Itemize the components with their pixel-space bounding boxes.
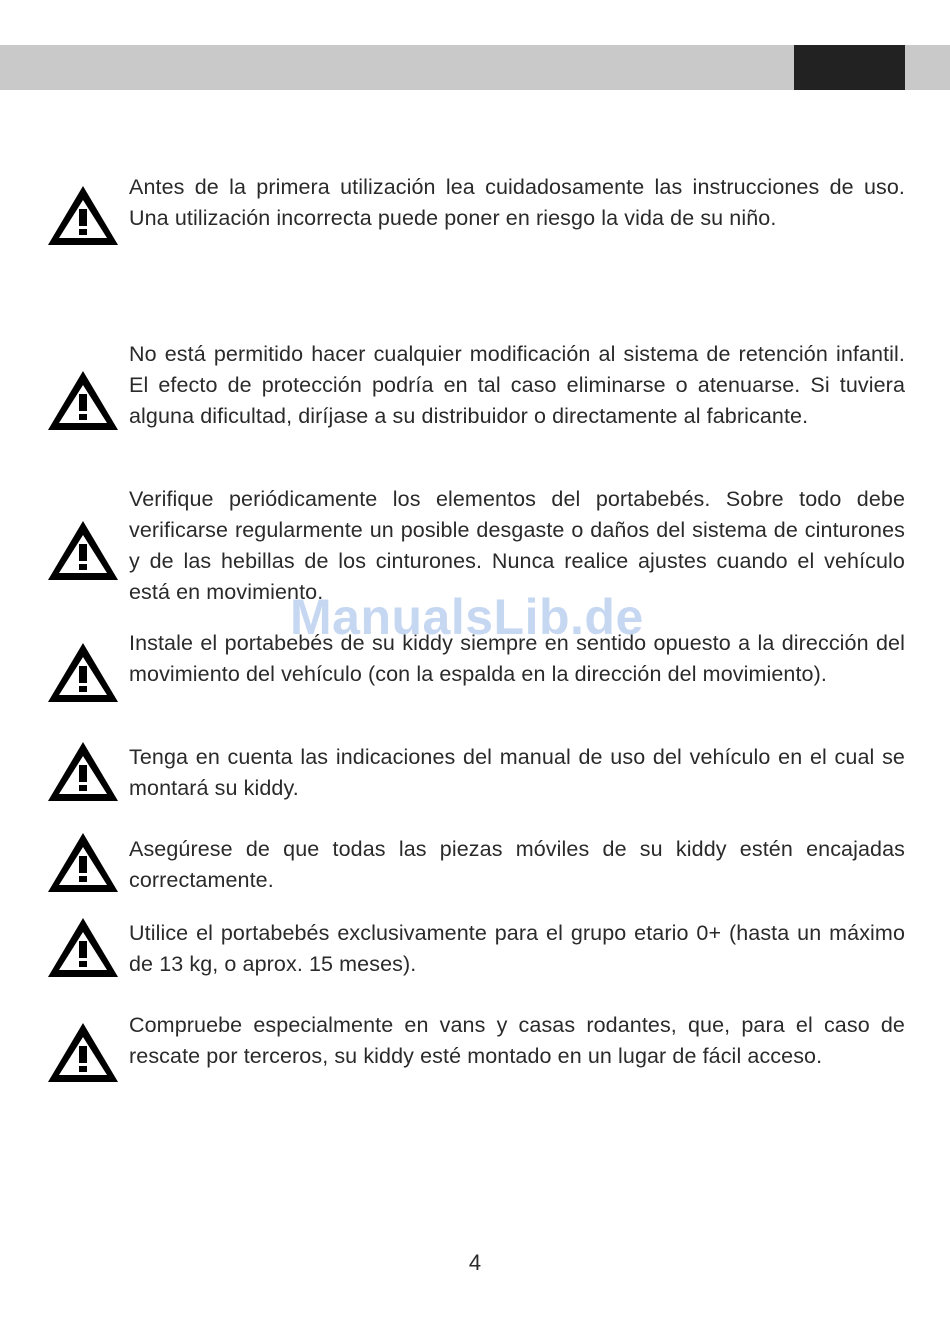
warning-text: Compruebe especialmente en vans y casas rodantes, que, para el caso de rescate por terceros, su kiddy esté montado en un lugar de fácil acceso.: [129, 1013, 905, 1068]
page-number: 4: [468, 1250, 482, 1275]
warning-text: No está permitido hacer cualquier modificación al sistema de retención infantil. El efecto de protección podría en tal caso eliminarse o atenuarse. Si tuviera alguna dificultad, diríjase a su distribuidor o directamente al fabricante.: [129, 342, 905, 428]
watermark: ManualsLib.de: [290, 589, 644, 645]
warning-text: Antes de la primera utilización lea cuidadosamente las instrucciones de uso. Una utilización incorrecta puede poner en riesgo la vida de su niño.: [129, 175, 905, 230]
warning-text: Verifique periódicamente los elementos del portabebés. Sobre todo debe verificarse regularmente un posible desgaste o daños del sistema de cinturones y de las hebillas de los cinturones. Nunca realice ajustes cuando el vehículo está en movimiento.: [129, 487, 905, 604]
warning-triangle-icon: [46, 368, 120, 432]
warning-triangle-icon: [46, 640, 120, 704]
warning-text: Tenga en cuenta las indicaciones del manual de uso del vehículo en el cual se montará su kiddy.: [129, 745, 905, 800]
warning-triangle-icon: [46, 183, 120, 247]
header-block: [794, 45, 905, 90]
warning-triangle-icon: [46, 1020, 120, 1084]
warning-triangle-icon: [46, 739, 120, 803]
warning-text: Instale el portabebés de su kiddy siempre en sentido opuesto a la dirección del movimiento del vehículo (con la espalda en la dirección del movimiento).: [129, 631, 905, 686]
warning-triangle-icon: [46, 830, 120, 894]
warning-triangle-icon: [46, 915, 120, 979]
warning-text: Asegúrese de que todas las piezas móviles de su kiddy estén encajadas correctamente.: [129, 837, 905, 892]
warning-triangle-icon: [46, 518, 120, 582]
warning-text: Utilice el portabebés exclusivamente para el grupo etario 0+ (hasta un máximo de 13 kg, o aprox. 15 meses).: [129, 921, 905, 976]
